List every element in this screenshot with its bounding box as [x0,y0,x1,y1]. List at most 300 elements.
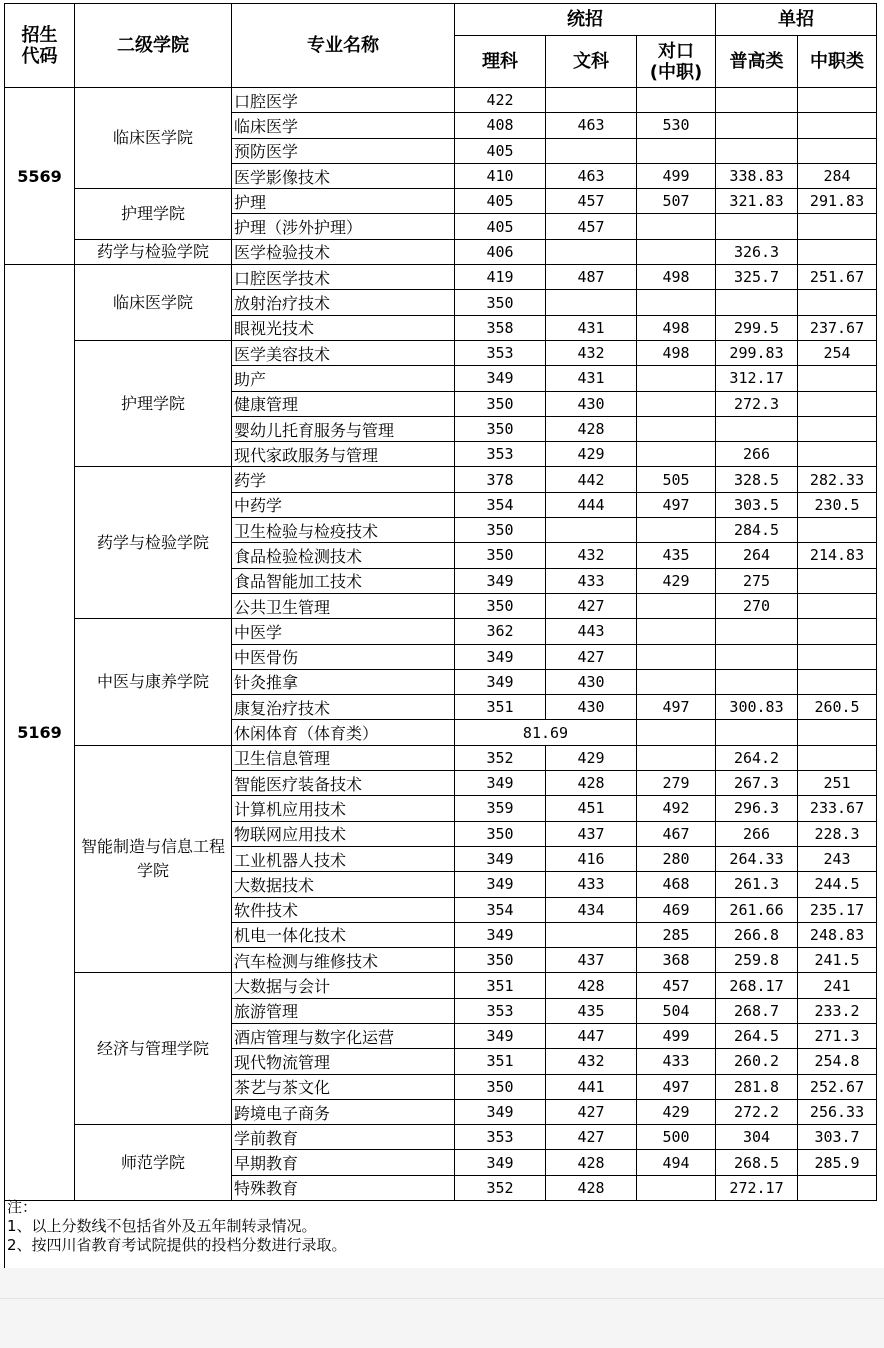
score-pugao [716,669,798,694]
score-zhongzhi [798,214,877,239]
score-like: 352 [455,745,546,770]
major-name: 卫生信息管理 [232,745,455,770]
score-wenke: 457 [546,214,637,239]
score-wenke: 447 [546,1023,637,1048]
score-zhongzhi [798,720,877,745]
score-like-wenke: 81.69 [455,720,637,745]
score-duikou: 368 [637,948,716,973]
score-wenke: 430 [546,391,637,416]
major-name: 健康管理 [232,391,455,416]
score-zhongzhi [798,442,877,467]
major-name: 酒店管理与数字化运营 [232,1023,455,1048]
score-like: 410 [455,163,546,188]
score-like: 350 [455,543,546,568]
score-zhongzhi: 233.2 [798,998,877,1023]
score-wenke: 429 [546,442,637,467]
score-wenke [546,138,637,163]
score-like: 349 [455,771,546,796]
major-name: 工业机器人技术 [232,846,455,871]
score-like: 354 [455,492,546,517]
score-like: 350 [455,518,546,543]
score-pugao: 299.83 [716,340,798,365]
score-zhongzhi: 285.9 [798,1150,877,1175]
score-like: 350 [455,290,546,315]
score-pugao [716,214,798,239]
score-zhongzhi [798,416,877,441]
score-zhongzhi: 233.67 [798,796,877,821]
table-row [5,1125,877,1150]
college-name: 智能制造与信息工程学院 [75,745,232,973]
score-pugao: 266 [716,821,798,846]
table-row [5,340,877,365]
score-wenke [546,922,637,947]
score-wenke: 430 [546,669,637,694]
score-zhongzhi: 214.83 [798,543,877,568]
score-pugao: 266 [716,442,798,467]
table-row [5,619,877,644]
major-name: 医学美容技术 [232,340,455,365]
score-duikou [637,416,716,441]
major-name: 放射治疗技术 [232,290,455,315]
score-wenke: 428 [546,416,637,441]
score-like: 349 [455,1023,546,1048]
score-duikou [637,391,716,416]
score-duikou: 505 [637,467,716,492]
major-name: 现代物流管理 [232,1049,455,1074]
notes-line-2: 2、按四川省教育考试院提供的投档分数进行录取。 [7,1236,347,1254]
score-like: 353 [455,442,546,467]
major-name: 学前教育 [232,1125,455,1150]
score-pugao: 261.66 [716,897,798,922]
score-wenke: 431 [546,366,637,391]
score-like: 350 [455,948,546,973]
table-row [5,88,877,113]
score-wenke: 430 [546,695,637,720]
footer-divider [0,1298,884,1299]
major-name: 药学 [232,467,455,492]
major-name: 旅游管理 [232,998,455,1023]
score-like: 405 [455,189,546,214]
table-row [5,189,877,214]
score-pugao: 304 [716,1125,798,1150]
score-like: 405 [455,214,546,239]
score-like: 353 [455,998,546,1023]
major-name: 中药学 [232,492,455,517]
score-duikou: 497 [637,1074,716,1099]
header-danzhao: 单招 [716,4,877,36]
enrollment-code: 5569 [5,88,75,265]
score-pugao: 264.33 [716,846,798,871]
score-pugao: 284.5 [716,518,798,543]
score-pugao [716,290,798,315]
score-like: 349 [455,366,546,391]
score-duikou [637,644,716,669]
college-name: 临床医学院 [75,88,232,189]
table-row [5,973,877,998]
score-wenke: 432 [546,340,637,365]
major-name: 大数据与会计 [232,973,455,998]
score-wenke [546,290,637,315]
notes-title: 注： [7,1198,38,1216]
score-zhongzhi: 235.17 [798,897,877,922]
score-duikou [637,442,716,467]
score-duikou: 429 [637,568,716,593]
score-pugao: 300.83 [716,695,798,720]
score-pugao: 266.8 [716,922,798,947]
score-duikou: 504 [637,998,716,1023]
major-name: 护理（涉外护理） [232,214,455,239]
score-wenke: 441 [546,1074,637,1099]
major-name: 婴幼儿托育服务与管理 [232,416,455,441]
score-zhongzhi [798,568,877,593]
score-zhongzhi: 260.5 [798,695,877,720]
score-zhongzhi: 284 [798,163,877,188]
score-zhongzhi [798,366,877,391]
major-name: 食品智能加工技术 [232,568,455,593]
score-duikou: 285 [637,922,716,947]
score-like: 350 [455,821,546,846]
score-zhongzhi [798,593,877,618]
major-name: 早期教育 [232,1150,455,1175]
score-wenke: 434 [546,897,637,922]
score-duikou: 494 [637,1150,716,1175]
table-row [5,467,877,492]
score-wenke: 437 [546,821,637,846]
score-zhongzhi: 228.3 [798,821,877,846]
major-name: 口腔医学 [232,88,455,113]
score-duikou: 500 [637,1125,716,1150]
score-pugao [716,644,798,669]
score-like: 351 [455,695,546,720]
college-name: 临床医学院 [75,265,232,341]
table-row [5,239,877,264]
score-zhongzhi: 241.5 [798,948,877,973]
score-pugao: 264.5 [716,1023,798,1048]
score-zhongzhi: 254.8 [798,1049,877,1074]
score-duikou: 498 [637,315,716,340]
score-duikou [637,239,716,264]
score-duikou [637,720,716,745]
major-name: 软件技术 [232,897,455,922]
score-zhongzhi: 237.67 [798,315,877,340]
major-name: 茶艺与茶文化 [232,1074,455,1099]
major-name: 口腔医学技术 [232,265,455,290]
score-pugao [716,138,798,163]
score-like: 405 [455,138,546,163]
score-like: 354 [455,897,546,922]
major-name: 物联网应用技术 [232,821,455,846]
score-pugao: 325.7 [716,265,798,290]
score-wenke: 429 [546,745,637,770]
header-code: 招生 代码 [5,4,75,88]
score-duikou: 433 [637,1049,716,1074]
score-duikou: 497 [637,695,716,720]
score-like: 351 [455,1049,546,1074]
major-name: 眼视光技术 [232,315,455,340]
score-like: 349 [455,1150,546,1175]
score-pugao: 267.3 [716,771,798,796]
score-like: 359 [455,796,546,821]
admission-score-table [4,3,877,1201]
major-name: 跨境电子商务 [232,1099,455,1124]
score-pugao: 299.5 [716,315,798,340]
score-like: 349 [455,872,546,897]
score-like: 349 [455,846,546,871]
score-zhongzhi: 244.5 [798,872,877,897]
college-name: 师范学院 [75,1125,232,1201]
score-pugao: 264 [716,543,798,568]
score-wenke [546,239,637,264]
score-wenke: 427 [546,1099,637,1124]
score-like: 358 [455,315,546,340]
score-duikou [637,214,716,239]
score-zhongzhi [798,669,877,694]
score-pugao: 338.83 [716,163,798,188]
score-zhongzhi: 241 [798,973,877,998]
major-name: 计算机应用技术 [232,796,455,821]
score-wenke [546,518,637,543]
score-wenke: 428 [546,973,637,998]
header-wenke: 文科 [546,36,637,88]
score-like: 351 [455,973,546,998]
score-like: 349 [455,1099,546,1124]
score-duikou [637,669,716,694]
major-name: 针灸推拿 [232,669,455,694]
score-like: 422 [455,88,546,113]
score-pugao: 260.2 [716,1049,798,1074]
score-pugao: 275 [716,568,798,593]
table-row [5,745,877,770]
header-row-1 [5,4,877,36]
score-like: 349 [455,644,546,669]
score-wenke: 463 [546,113,637,138]
score-duikou [637,745,716,770]
major-name: 汽车检测与维修技术 [232,948,455,973]
score-duikou: 279 [637,771,716,796]
college-name: 护理学院 [75,189,232,240]
score-wenke [546,88,637,113]
header-pugao: 普高类 [716,36,798,88]
score-pugao: 312.17 [716,366,798,391]
score-wenke: 432 [546,543,637,568]
score-pugao: 268.5 [716,1150,798,1175]
major-name: 大数据技术 [232,872,455,897]
score-zhongzhi: 271.3 [798,1023,877,1048]
score-duikou [637,290,716,315]
score-zhongzhi [798,619,877,644]
major-name: 临床医学 [232,113,455,138]
score-wenke: 427 [546,644,637,669]
score-wenke: 427 [546,593,637,618]
major-name: 中医骨伤 [232,644,455,669]
score-duikou: 499 [637,163,716,188]
score-wenke: 432 [546,1049,637,1074]
score-like: 353 [455,1125,546,1150]
score-duikou: 280 [637,846,716,871]
score-pugao [716,113,798,138]
major-name: 护理 [232,189,455,214]
score-zhongzhi [798,239,877,264]
score-like: 408 [455,113,546,138]
score-zhongzhi [798,88,877,113]
score-pugao: 272.2 [716,1099,798,1124]
score-zhongzhi [798,138,877,163]
score-zhongzhi: 254 [798,340,877,365]
score-pugao [716,88,798,113]
college-name: 中医与康养学院 [75,619,232,745]
major-name: 现代家政服务与管理 [232,442,455,467]
score-pugao: 272.3 [716,391,798,416]
score-wenke: 433 [546,872,637,897]
score-wenke: 428 [546,771,637,796]
score-duikou [637,619,716,644]
college-name: 药学与检验学院 [75,239,232,264]
score-zhongzhi: 291.83 [798,189,877,214]
score-duikou [637,593,716,618]
score-like: 419 [455,265,546,290]
score-pugao: 264.2 [716,745,798,770]
header-zhongzhi: 中职类 [798,36,877,88]
score-pugao: 268.7 [716,998,798,1023]
score-zhongzhi: 252.67 [798,1074,877,1099]
major-name: 中医学 [232,619,455,644]
score-duikou: 467 [637,821,716,846]
score-wenke: 435 [546,998,637,1023]
score-pugao: 281.8 [716,1074,798,1099]
score-zhongzhi: 251 [798,771,877,796]
score-wenke: 463 [546,163,637,188]
score-like: 349 [455,568,546,593]
major-name: 休闲体育（体育类） [232,720,455,745]
major-name: 公共卫生管理 [232,593,455,618]
score-wenke: 443 [546,619,637,644]
major-name: 食品检验检测技术 [232,543,455,568]
score-wenke: 457 [546,189,637,214]
score-duikou [637,88,716,113]
score-zhongzhi: 230.5 [798,492,877,517]
score-wenke: 433 [546,568,637,593]
college-name: 护理学院 [75,340,232,466]
major-name: 特殊教育 [232,1175,455,1200]
score-pugao: 296.3 [716,796,798,821]
score-zhongzhi: 303.7 [798,1125,877,1150]
enrollment-code: 5169 [5,265,75,1201]
header-like: 理科 [455,36,546,88]
score-pugao: 272.17 [716,1175,798,1200]
score-like: 350 [455,391,546,416]
score-pugao: 326.3 [716,239,798,264]
score-duikou: 429 [637,1099,716,1124]
score-duikou: 498 [637,265,716,290]
score-like: 362 [455,619,546,644]
major-name: 卫生检验与检疫技术 [232,518,455,543]
score-zhongzhi [798,518,877,543]
score-wenke: 416 [546,846,637,871]
score-pugao: 321.83 [716,189,798,214]
score-pugao [716,720,798,745]
score-duikou: 499 [637,1023,716,1048]
score-zhongzhi: 282.33 [798,467,877,492]
score-like: 353 [455,340,546,365]
score-zhongzhi: 251.67 [798,265,877,290]
score-pugao [716,416,798,441]
score-duikou: 457 [637,973,716,998]
score-wenke: 428 [546,1175,637,1200]
header-tongzhao: 统招 [455,4,716,36]
score-wenke: 427 [546,1125,637,1150]
score-like: 349 [455,669,546,694]
table-row [5,265,877,290]
score-wenke: 428 [546,1150,637,1175]
score-pugao: 268.17 [716,973,798,998]
score-like: 350 [455,1074,546,1099]
score-duikou: 469 [637,897,716,922]
score-zhongzhi [798,290,877,315]
score-duikou: 468 [637,872,716,897]
major-name: 助产 [232,366,455,391]
score-zhongzhi [798,391,877,416]
score-wenke: 444 [546,492,637,517]
score-wenke: 442 [546,467,637,492]
score-pugao: 259.8 [716,948,798,973]
score-wenke: 451 [546,796,637,821]
score-like: 350 [455,593,546,618]
score-duikou: 530 [637,113,716,138]
score-pugao: 270 [716,593,798,618]
score-duikou: 492 [637,796,716,821]
score-wenke: 487 [546,265,637,290]
score-pugao: 303.5 [716,492,798,517]
major-name: 医学影像技术 [232,163,455,188]
major-name: 预防医学 [232,138,455,163]
notes-line-1: 1、以上分数线不包括省外及五年制转录情况。 [7,1217,317,1235]
score-zhongzhi: 243 [798,846,877,871]
score-zhongzhi [798,644,877,669]
score-pugao: 328.5 [716,467,798,492]
notes-section [4,1196,876,1268]
score-like: 406 [455,239,546,264]
score-zhongzhi [798,113,877,138]
header-duikou: 对口 (中职) [637,36,716,88]
score-duikou [637,366,716,391]
score-like: 350 [455,416,546,441]
header-major: 专业名称 [232,4,455,88]
score-like: 352 [455,1175,546,1200]
score-duikou: 498 [637,340,716,365]
college-name: 经济与管理学院 [75,973,232,1125]
score-zhongzhi: 256.33 [798,1099,877,1124]
score-wenke: 437 [546,948,637,973]
score-duikou [637,518,716,543]
score-pugao: 261.3 [716,872,798,897]
score-duikou: 497 [637,492,716,517]
major-name: 智能医疗装备技术 [232,771,455,796]
major-name: 机电一体化技术 [232,922,455,947]
score-zhongzhi [798,745,877,770]
score-like: 349 [455,922,546,947]
score-like: 378 [455,467,546,492]
table-body [5,88,877,1201]
score-duikou: 507 [637,189,716,214]
score-zhongzhi: 248.83 [798,922,877,947]
score-duikou [637,138,716,163]
header-college: 二级学院 [75,4,232,88]
score-duikou: 435 [637,543,716,568]
major-name: 医学检验技术 [232,239,455,264]
score-pugao [716,619,798,644]
college-name: 药学与检验学院 [75,467,232,619]
score-wenke: 431 [546,315,637,340]
